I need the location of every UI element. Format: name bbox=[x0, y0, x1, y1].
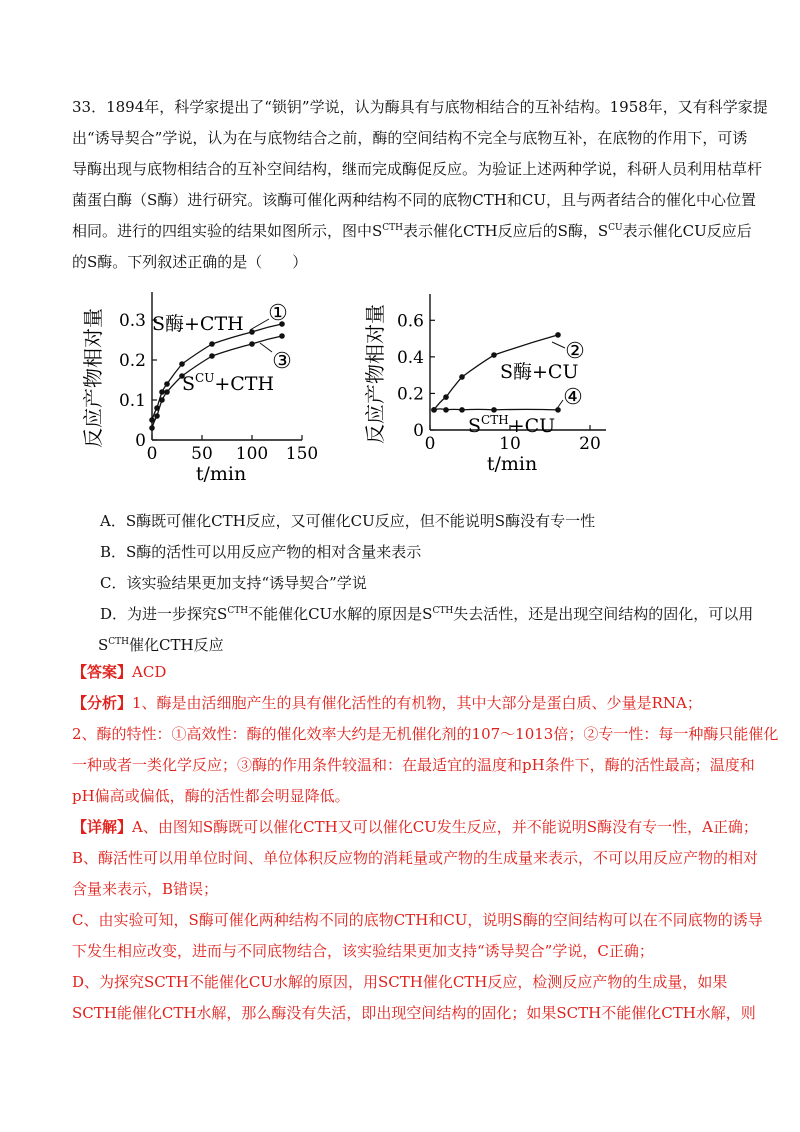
x-tick-label: 50 bbox=[191, 444, 213, 464]
detail-line: 【详解】A、由图知S酶既可以催化CTH又可以催化CU发生反应，并不能说明S酶没有专一性，A正确； bbox=[72, 818, 758, 836]
data-point bbox=[159, 397, 165, 403]
answer-section bbox=[72, 657, 779, 1029]
x-tick-label: 150 bbox=[285, 444, 319, 464]
marker-leader bbox=[552, 342, 565, 348]
options bbox=[100, 506, 754, 630]
data-point bbox=[179, 361, 185, 367]
option-b: B．S酶的活性可以用反应产物的相对含量来表示 bbox=[100, 543, 422, 561]
series-marker: ② bbox=[565, 339, 585, 364]
option-a: A．S酶既可催化CTH反应，又可催化CU反应，但不能说明S酶没有专一性 bbox=[100, 512, 596, 530]
detail-line: D、为探究SCTH不能催化CU水解的原因，用SCTH催化CTH反应，检测反应产物的生成量，如果 bbox=[72, 973, 728, 991]
data-point bbox=[209, 341, 215, 347]
data-point bbox=[459, 407, 465, 413]
x-tick-label: 0 bbox=[424, 434, 436, 454]
x-tick-label: 100 bbox=[235, 444, 269, 464]
detail-line: SCTH能催化CTH水解，那么酶没有失活，即出现空间结构的固化；如果SCTH不能催化CTH水解，则 bbox=[72, 1004, 756, 1022]
data-point bbox=[279, 333, 285, 339]
data-point bbox=[491, 407, 497, 413]
data-point bbox=[443, 407, 449, 413]
option-c: C．该实验结果更加支持“诱导契合”学说 bbox=[100, 574, 367, 592]
question-line: 导酶出现与底物相结合的互补空间结构，继而完成酶促反应。为验证上述两种学说，科研人员利用枯草杆 bbox=[72, 160, 763, 178]
chart-left bbox=[70, 288, 340, 498]
answer-line: 【答案】ACD bbox=[72, 663, 167, 681]
detail-line: B、酶活性可以用单位时间、单位体积反应物的消耗量或产物的生成量来表示，不可以用反应产物的相对 bbox=[72, 849, 759, 867]
detail-line: 含量来表示，B错误； bbox=[72, 880, 219, 898]
x-tick-label: 20 bbox=[579, 434, 601, 454]
detail-line: 下发生相应改变，进而与不同底物结合，该实验结果更加支持“诱导契合”学说，C正确； bbox=[72, 942, 654, 960]
y-tick-label: 0.3 bbox=[118, 311, 146, 331]
data-point bbox=[209, 353, 215, 359]
data-point bbox=[443, 394, 449, 400]
x-tick-label: 0 bbox=[146, 444, 158, 464]
analysis-line: 一种或者一类化学反应；③酶的作用条件较温和：在最适宜的温度和pH条件下，酶的活性最高；温度和 bbox=[72, 756, 755, 774]
marker-leader bbox=[260, 343, 272, 352]
x-axis-label: t/min bbox=[486, 453, 538, 475]
x-tick-label: 10 bbox=[499, 434, 521, 454]
question-line: 出“诱导契合”学说，认为在与底物结合之前，酶的空间结构不完全与底物互补，在底物的作用下，可诱 bbox=[72, 129, 748, 147]
question-line: 相同。进行的四组实验的结果如图所示，图中$S^{CTH}$表示催化CTH反应后的S酶，$S^{CU}$表示催化CU反应后 bbox=[72, 222, 752, 240]
y-tick-label: 0.2 bbox=[396, 384, 424, 405]
y-axis-label: 反应产物相对量 bbox=[363, 304, 387, 444]
series-marker: ④ bbox=[563, 385, 583, 410]
analysis-line: 【分析】1、酶是由活细胞产生的具有催化活性的有机物，其中大部分是蛋白质、少量是RNA； bbox=[72, 694, 702, 712]
y-tick-label: 0.6 bbox=[396, 311, 424, 332]
option-d-continued: $S^{CTH}$催化CTH反应 bbox=[98, 636, 224, 654]
y-tick-label: 0.2 bbox=[118, 351, 146, 371]
analysis-line: 2、酶的特性：①高效性：酶的催化效率大约是无机催化剂的107～1013倍；②专一性：每一种酶只能催化 bbox=[72, 725, 779, 743]
series-line bbox=[152, 324, 282, 420]
series-label: S酶+CU bbox=[500, 361, 579, 383]
data-point bbox=[459, 374, 465, 380]
detail-line: C、由实验可知，S酶可催化两种结构不同的底物CTH和CU，说明S酶的空间结构可以在不同底物的诱导 bbox=[72, 911, 763, 929]
y-tick-label: 0.1 bbox=[118, 391, 146, 411]
series-label: S酶+CTH bbox=[152, 313, 244, 335]
y-tick-label: 0 bbox=[413, 421, 424, 441]
question-line: 的S酶。下列叙述正确的是（ ） bbox=[72, 253, 308, 271]
y-tick-label: 0 bbox=[135, 431, 146, 451]
option-d: D．为进一步探究$S^{CTH}$不能催化CU水解的原因是$S^{CTH}$失去活性，还是出现空间结构的固化，可以用 bbox=[100, 605, 754, 623]
series-label: $S^{CTH}+CU$ bbox=[468, 413, 556, 437]
series-marker: ③ bbox=[272, 349, 292, 374]
question-line: 菌蛋白酶（S酶）进行研究。该酶可催化两种结构不同的底物CTH和CU，且与两者结合的催化中心位置 bbox=[72, 191, 756, 209]
series-label: $S^{CU}+CTH$ bbox=[182, 371, 275, 395]
data-point bbox=[555, 332, 561, 338]
series-marker: ① bbox=[268, 301, 288, 326]
data-point bbox=[249, 341, 255, 347]
analysis-line: pH偏高或偏低，酶的活性都会明显降低。 bbox=[72, 787, 350, 805]
data-point bbox=[149, 425, 155, 431]
data-point bbox=[164, 389, 170, 395]
question-stem bbox=[72, 92, 768, 278]
x-axis-label: t/min bbox=[195, 463, 247, 485]
data-point bbox=[491, 352, 497, 358]
data-point bbox=[159, 389, 165, 395]
data-point bbox=[154, 413, 160, 419]
data-point bbox=[164, 381, 170, 387]
data-point bbox=[431, 407, 437, 413]
y-axis-label: 反应产物相对量 bbox=[81, 308, 105, 448]
y-tick-label: 0.4 bbox=[396, 347, 424, 368]
chart-right bbox=[360, 288, 610, 498]
question-line: 33．1894年，科学家提出了“锁钥”学说，认为酶具有与底物相结合的互补结构。1958年，又有科学家提 bbox=[72, 98, 768, 116]
